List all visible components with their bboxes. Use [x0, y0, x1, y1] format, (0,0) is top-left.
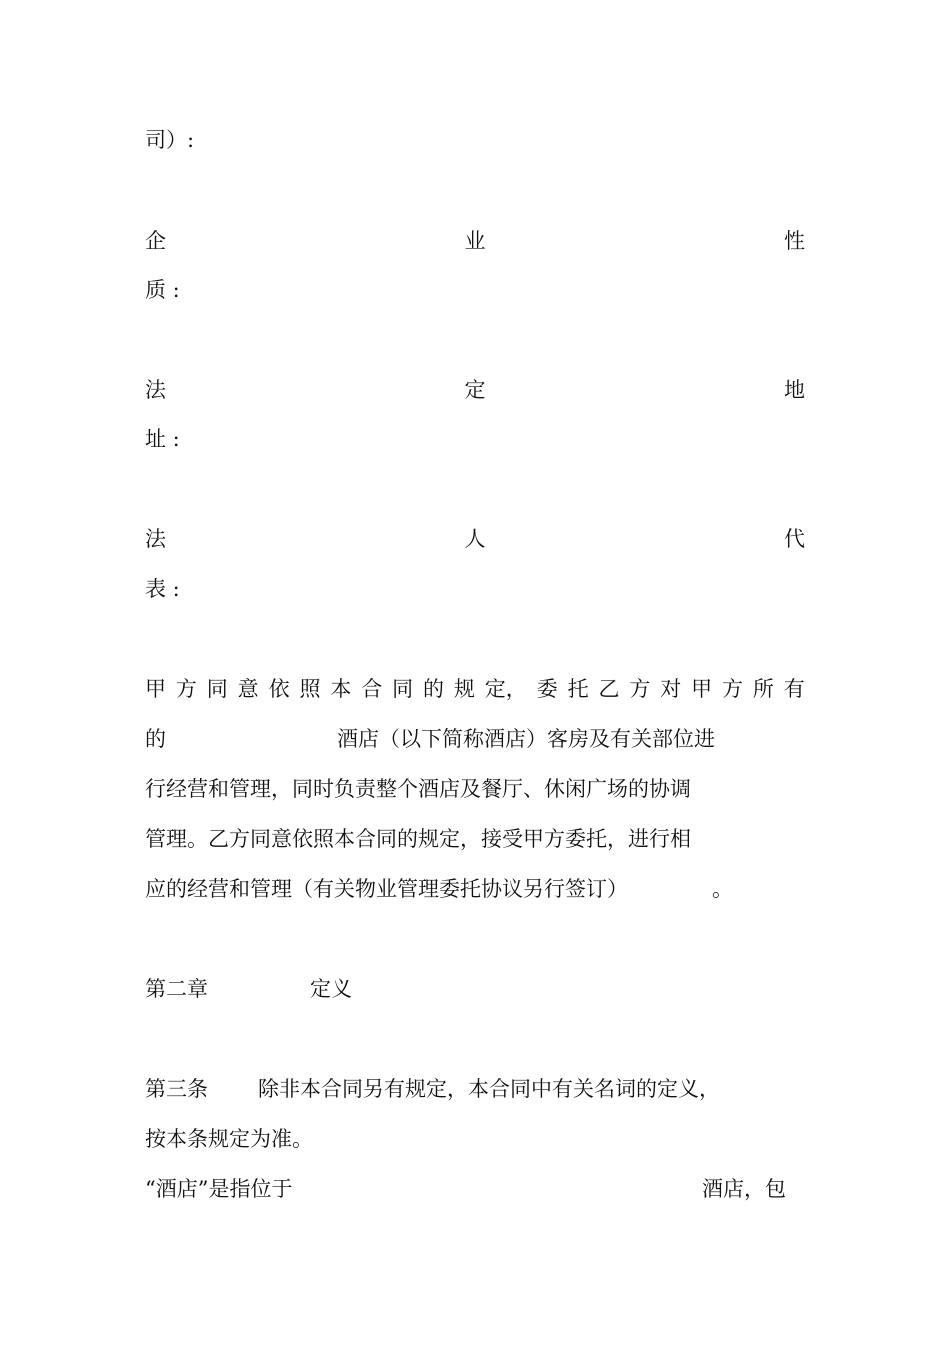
chapter-title: 定义	[310, 977, 352, 1001]
paragraph-char: 意	[237, 677, 259, 701]
field-label-char: 业	[464, 229, 486, 253]
text-line: 司）:	[145, 128, 195, 152]
paragraph-char: 委	[536, 677, 558, 701]
paragraph-char: 定，	[484, 677, 527, 701]
paragraph-line-justified	[145, 675, 805, 703]
definition-text: “酒店”是指位于	[145, 1177, 293, 1201]
paragraph-line: 应的经营和管理（有关物业管理委托协议另行签订）	[145, 877, 628, 901]
paragraph-char: 规	[453, 677, 475, 701]
field-label-tail: 址 :	[145, 427, 180, 451]
field-label-char: 性	[784, 229, 805, 253]
paragraph-char: 照	[299, 677, 321, 701]
paragraph-char: 托	[567, 677, 589, 701]
article-text: 按本条规定为准。	[145, 1127, 313, 1151]
paragraph-char: 有	[783, 677, 805, 701]
paragraph-char: 依	[268, 677, 290, 701]
field-label-spread	[145, 227, 805, 255]
paragraph-char: 同	[206, 677, 228, 701]
article-text: 除非本合同另有规定，本合同中有关名词的定义，	[258, 1077, 720, 1101]
chapter-number: 第二章	[145, 977, 208, 1001]
field-label-spread	[145, 376, 805, 404]
paragraph-line: 行经营和管理，同时负责整个酒店及餐厅、休闲广场的协调	[145, 777, 691, 801]
paragraph-char: 甲	[145, 677, 166, 701]
field-label-spread	[145, 525, 805, 553]
field-label-char: 人	[464, 527, 486, 551]
paragraph-line: 的	[145, 727, 166, 751]
field-label-tail: 质 :	[145, 278, 180, 302]
paragraph-char: 同	[392, 677, 414, 701]
article-number: 第三条	[145, 1077, 208, 1101]
paragraph-char: 的	[423, 677, 445, 701]
paragraph-char: 对	[660, 677, 682, 701]
definition-text-continuation: 酒店，包	[702, 1177, 786, 1201]
field-label-char: 定	[464, 378, 486, 402]
field-label-char: 法	[145, 527, 166, 551]
paragraph-char: 方	[722, 677, 744, 701]
field-label-tail: 表 :	[145, 577, 180, 601]
paragraph-char: 合	[361, 677, 383, 701]
paragraph-line-continuation: 酒店（以下简称酒店）客房及有关部位进	[337, 727, 715, 751]
field-label-char: 法	[145, 378, 166, 402]
paragraph-line: 管理。乙方同意依照本合同的规定，接受甲方委托，进行相	[145, 827, 691, 851]
paragraph-char: 甲	[691, 677, 713, 701]
field-label-char: 代	[784, 527, 805, 551]
paragraph-char: 所	[752, 677, 774, 701]
paragraph-char: 乙	[598, 677, 620, 701]
paragraph-char: 本	[330, 677, 352, 701]
paragraph-line-end-mark: 。	[712, 877, 733, 901]
field-label-char: 企	[145, 229, 166, 253]
field-label-char: 地	[784, 378, 805, 402]
paragraph-char: 方	[175, 677, 197, 701]
paragraph-char: 方	[629, 677, 651, 701]
